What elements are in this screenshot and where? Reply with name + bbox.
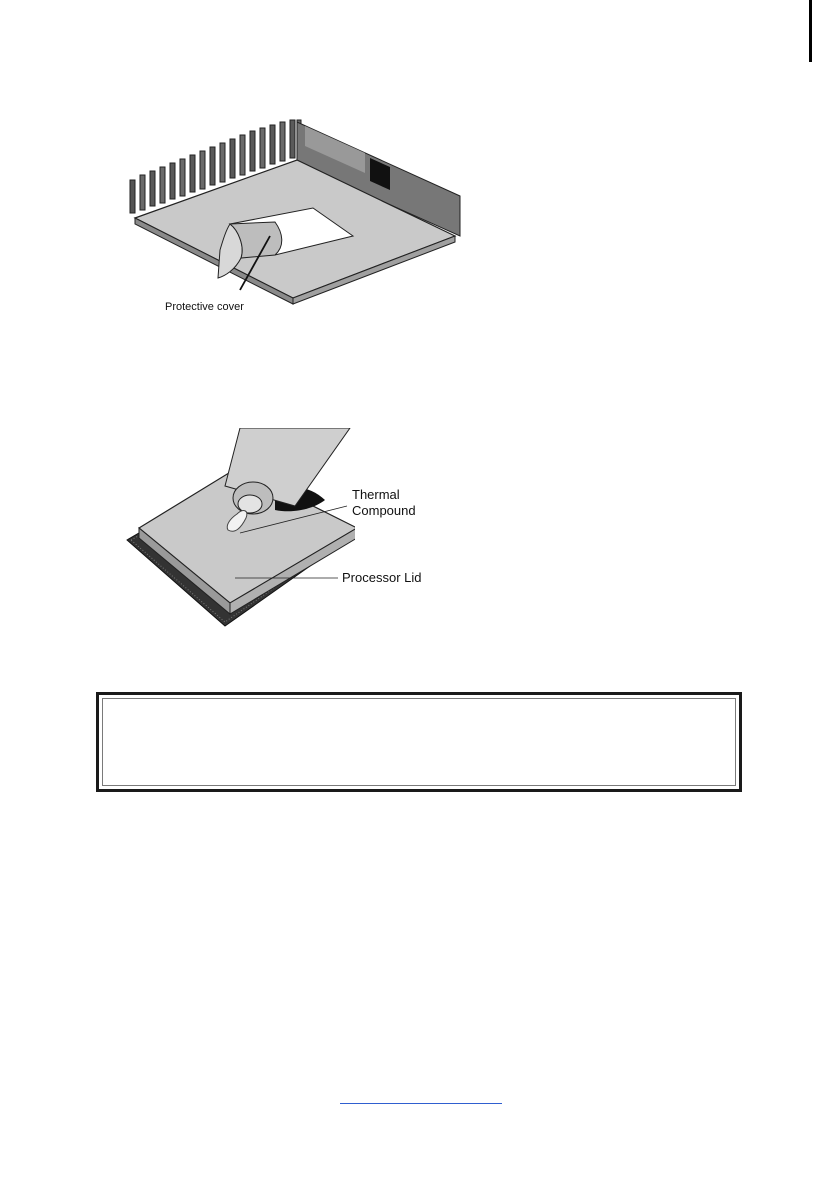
page-edge-line (809, 0, 812, 62)
protective-cover-label: Protective cover (165, 301, 244, 313)
heatsink-figure (125, 118, 465, 313)
thermal-compound-figure (125, 428, 455, 633)
note-box-inner-frame (102, 698, 736, 786)
note-box (96, 692, 742, 792)
thermal-compound-label-line1: Thermal (352, 487, 400, 502)
thermal-compound-label-line2: Compound (352, 503, 416, 518)
processor-lid-label: Processor Lid (342, 570, 422, 585)
callout-lines (125, 428, 455, 633)
footer-link[interactable] (340, 1102, 502, 1104)
heatsink-illustration (125, 118, 465, 308)
